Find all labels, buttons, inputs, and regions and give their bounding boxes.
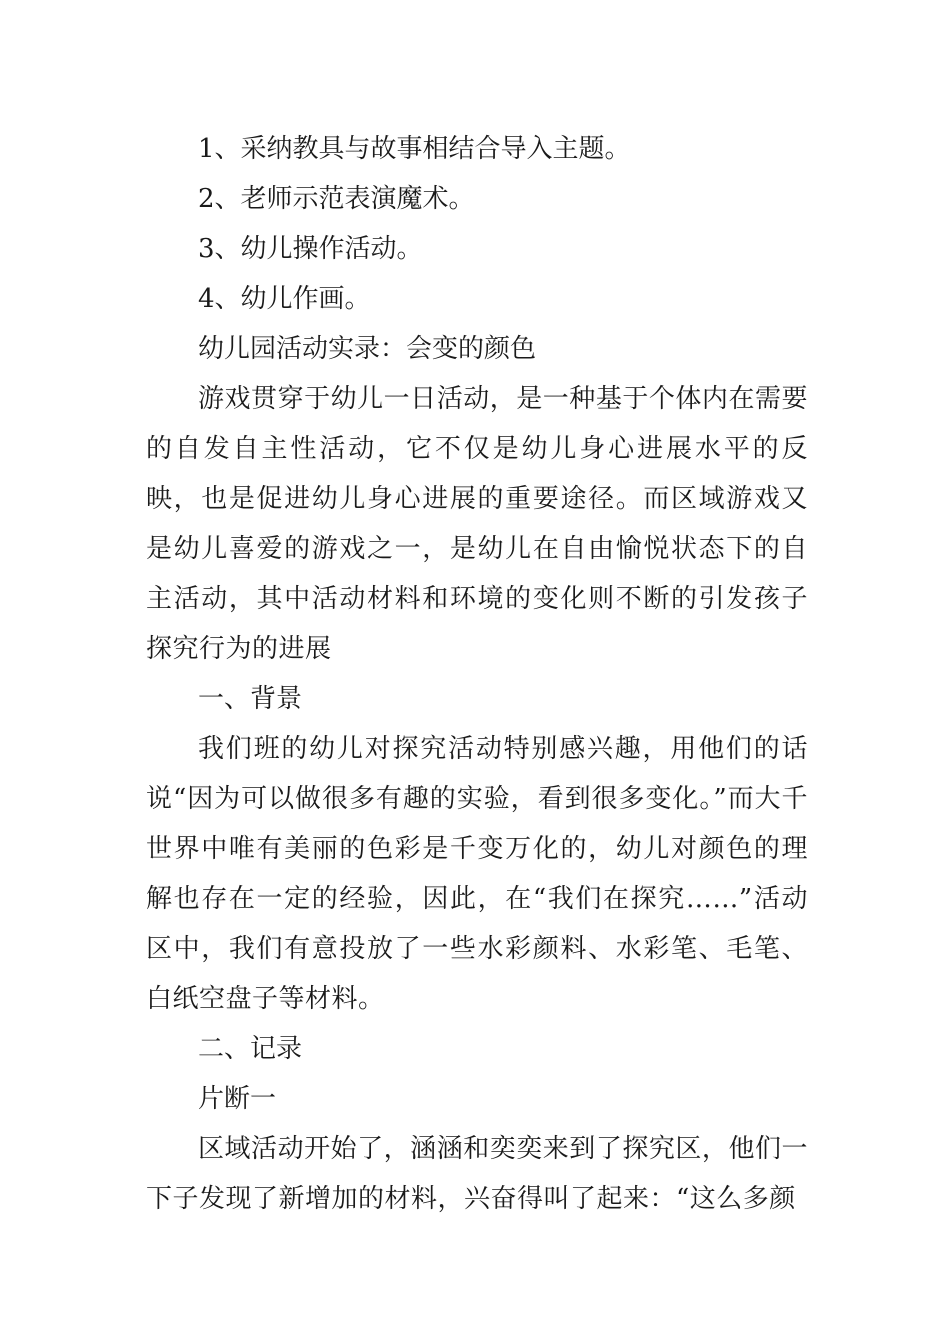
intro-paragraph: 游戏贯穿于幼儿一日活动，是一种基于个体内在需要的自发自主性活动，它不仅是幼儿身心进展水平的反映，也是促进幼儿身心进展的重要途径。而区域游戏又是幼儿喜爱的游戏之一，是幼儿在自由愉悦状态下的自主活动，其中活动材料和环境的变化则不断的引发孩子探究行为的进展 <box>146 384 808 664</box>
step-item-4: 4、幼儿作画。 <box>198 284 371 314</box>
document-body <box>146 124 808 1224</box>
fragment-title: 片断一 <box>198 1084 277 1114</box>
article-title: 幼儿园活动实录：会变的颜色 <box>198 334 537 364</box>
section-heading-record: 二、记录 <box>198 1034 303 1064</box>
step-item-3: 3、幼儿操作活动。 <box>198 234 423 264</box>
background-paragraph: 我们班的幼儿对探究活动特别感兴趣，用他们的话说“因为可以做很多有趣的实验，看到很多变化。”而大千世界中唯有美丽的色彩是千变万化的，幼儿对颜色的理解也存在一定的经验，因此，在“我们在探究……”活动区中，我们有意投放了一些水彩颜料、水彩笔、毛笔、白纸空盘子等材料。 <box>146 734 808 1014</box>
record-paragraph: 区域活动开始了，涵涵和奕奕来到了探究区，他们一下子发现了新增加的材料，兴奋得叫了起来：“这么多颜 <box>146 1134 808 1214</box>
step-item-2: 2、老师示范表演魔术。 <box>198 184 475 214</box>
section-heading-background: 一、背景 <box>198 684 303 714</box>
step-item-1: 1、采纳教具与故事相结合导入主题。 <box>198 134 631 164</box>
